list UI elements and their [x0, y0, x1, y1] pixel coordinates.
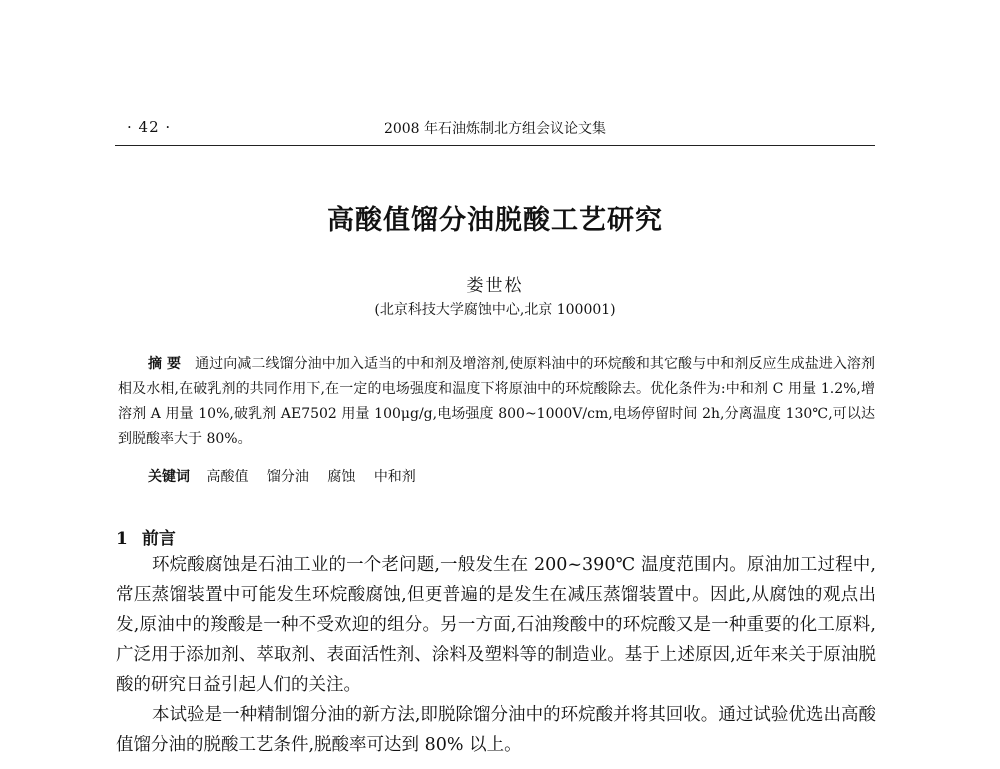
header-rule	[115, 145, 875, 146]
keywords-label: 关键词	[148, 469, 190, 485]
paper-title: 高酸值馏分油脱酸工艺研究	[327, 205, 663, 236]
page-number: · 42 ·	[127, 118, 172, 136]
running-title: 2008 年石油炼制北方组会议论文集	[383, 121, 607, 137]
keyword: 中和剂	[373, 469, 416, 485]
abstract-label: 摘 要	[148, 356, 182, 372]
abstract-text: 通过向减二线馏分油中加入适当的中和剂及增溶剂,使原料油中的环烷酸和其它酸与中和剂反应生成盐进入溶剂相及水相,在破乳剂的共同作用下,在一定的电场强度和温度下将原油中的环烷酸除去。优化条件为:中和剂 C 用量 1.2%,增溶剂 A 用量 10%,破乳剂 AE7502 用量 100μg/g,电场强度 800~1000V/cm,电场停留时间 2h,分离温度 130℃,可以达到脱酸率大于 80%。	[118, 356, 875, 447]
section-heading	[116, 524, 176, 549]
keyword: 高酸值	[206, 469, 249, 485]
section-title: 前言	[141, 529, 176, 549]
keywords	[148, 467, 430, 487]
section-number: 1	[116, 529, 128, 549]
keyword: 腐蚀	[327, 469, 356, 485]
page-header	[115, 118, 875, 140]
keyword: 馏分油	[266, 469, 309, 485]
body-paragraph: 本试验是一种精制馏分油的新方法,即脱除馏分油中的环烷酸并将其回收。通过试验优选出高酸值馏分油的脱酸工艺条件,脱酸率可达到 80% 以上。	[116, 705, 876, 755]
author-affiliation: (北京科技大学腐蚀中心,北京 100001)	[374, 302, 616, 318]
section-body	[116, 550, 876, 760]
author-name: 娄世松	[466, 276, 524, 296]
abstract	[118, 352, 875, 452]
body-paragraph: 环烷酸腐蚀是石油工业的一个老问题,一般发生在 200~390℃ 温度范围内。原油加工过程中,常压蒸馏装置中可能发生环烷酸腐蚀,但更普遍的是发生在减压蒸馏装置中。因此,从腐蚀的观点出发,原油中的羧酸是一种不受欢迎的组分。另一方面,石油羧酸中的环烷酸又是一种重要的化工原料,广泛用于添加剂、萃取剂、表面活性剂、涂料及塑料等的制造业。基于上述原因,近年来关于原油脱酸的研究日益引起人们的关注。	[116, 555, 876, 695]
